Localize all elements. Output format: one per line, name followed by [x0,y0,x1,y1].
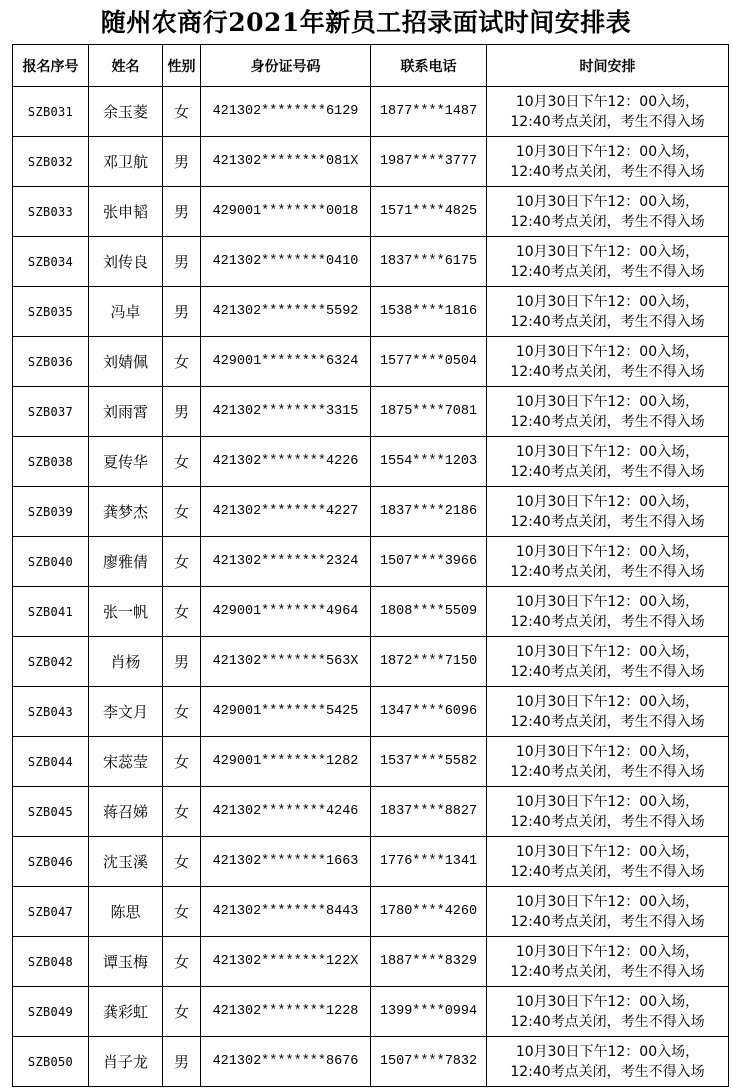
cell-schedule [487,537,729,587]
cell-id-card: 421302********081X [201,137,371,187]
cell-schedule [487,487,729,537]
cell-id-card: 421302********5592 [201,287,371,337]
table-row [13,437,729,487]
cell-reg-no: SZB049 [13,987,89,1037]
cell-name: 夏传华 [89,437,163,487]
cell-gender: 男 [163,187,201,237]
cell-reg-no: SZB039 [13,487,89,537]
table-row [13,487,729,537]
schedule-line-2: 12:40考点关闭，考生不得入场 [510,813,705,830]
schedule-line-2: 12:40考点关闭，考生不得入场 [510,513,705,530]
table-row [13,1037,729,1087]
cell-phone: 1887****8329 [371,937,487,987]
cell-schedule [487,937,729,987]
cell-reg-no: SZB035 [13,287,89,337]
cell-schedule [487,437,729,487]
cell-schedule [487,1037,729,1087]
table-row [13,187,729,237]
table-row [13,137,729,187]
cell-gender: 女 [163,537,201,587]
cell-phone: 1554****1203 [371,437,487,487]
cell-phone: 1780****4260 [371,887,487,937]
cell-gender: 男 [163,287,201,337]
cell-schedule [487,387,729,437]
table-row [13,287,729,337]
schedule-line-1: 10月30日下午12：00入场， [515,793,700,810]
schedule-line-2: 12:40考点关闭，考生不得入场 [510,563,705,580]
cell-reg-no: SZB044 [13,737,89,787]
cell-reg-no: SZB042 [13,637,89,687]
schedule-line-2: 12:40考点关闭，考生不得入场 [510,663,705,680]
cell-gender: 女 [163,887,201,937]
schedule-line-1: 10月30日下午12：00入场， [515,543,700,560]
cell-phone: 1837****2186 [371,487,487,537]
schedule-table [12,44,729,1087]
schedule-line-2: 12:40考点关闭，考生不得入场 [510,613,705,630]
schedule-line-2: 12:40考点关闭，考生不得入场 [510,913,705,930]
schedule-line-1: 10月30日下午12：00入场， [515,893,700,910]
header-id-card: 身份证号码 [201,45,371,87]
cell-reg-no: SZB040 [13,537,89,587]
cell-name: 廖雅倩 [89,537,163,587]
cell-gender: 男 [163,237,201,287]
cell-gender: 女 [163,437,201,487]
schedule-line-1: 10月30日下午12：00入场， [515,743,700,760]
cell-schedule [487,587,729,637]
schedule-line-1: 10月30日下午12：00入场， [515,693,700,710]
schedule-line-1: 10月30日下午12：00入场， [515,443,700,460]
schedule-line-1: 10月30日下午12：00入场， [515,193,700,210]
cell-gender: 女 [163,937,201,987]
cell-reg-no: SZB047 [13,887,89,937]
cell-gender: 女 [163,87,201,137]
schedule-line-2: 12:40考点关闭，考生不得入场 [510,763,705,780]
schedule-line-2: 12:40考点关闭，考生不得入场 [510,713,705,730]
cell-name: 邓卫航 [89,137,163,187]
cell-schedule [487,87,729,137]
cell-name: 余玉菱 [89,87,163,137]
schedule-line-1: 10月30日下午12：00入场， [515,393,700,410]
page-title: 随州农商行2021年新员工招录面试时间安排表 [100,8,632,37]
cell-id-card: 429001********0018 [201,187,371,237]
cell-name: 刘雨霄 [89,387,163,437]
table-row [13,787,729,837]
cell-gender: 女 [163,837,201,887]
schedule-line-2: 12:40考点关闭，考生不得入场 [510,163,705,180]
cell-phone: 1872****7150 [371,637,487,687]
schedule-line-1: 10月30日下午12：00入场， [515,243,700,260]
header-name: 姓名 [89,45,163,87]
cell-phone: 1571****4825 [371,187,487,237]
cell-id-card: 421302********2324 [201,537,371,587]
cell-reg-no: SZB048 [13,937,89,987]
cell-gender: 男 [163,637,201,687]
cell-phone: 1507****3966 [371,537,487,587]
cell-reg-no: SZB036 [13,337,89,387]
table-row [13,587,729,637]
cell-name: 龚梦杰 [89,487,163,537]
cell-phone: 1877****1487 [371,87,487,137]
cell-id-card: 421302********0410 [201,237,371,287]
cell-id-card: 429001********5425 [201,687,371,737]
cell-name: 蒋召娣 [89,787,163,837]
schedule-line-2: 12:40考点关闭，考生不得入场 [510,1063,705,1080]
cell-phone: 1507****7832 [371,1037,487,1087]
cell-id-card: 421302********3315 [201,387,371,437]
cell-gender: 女 [163,737,201,787]
cell-gender: 女 [163,487,201,537]
schedule-line-1: 10月30日下午12：00入场， [515,993,700,1010]
header-schedule: 时间安排 [487,45,729,87]
cell-schedule [487,187,729,237]
table-row [13,637,729,687]
cell-id-card: 421302********4226 [201,437,371,487]
cell-gender: 女 [163,787,201,837]
cell-reg-no: SZB045 [13,787,89,837]
schedule-line-1: 10月30日下午12：00入场， [515,1043,700,1060]
schedule-line-2: 12:40考点关闭，考生不得入场 [510,213,705,230]
cell-name: 肖杨 [89,637,163,687]
schedule-line-2: 12:40考点关闭，考生不得入场 [510,263,705,280]
schedule-line-1: 10月30日下午12：00入场， [515,493,700,510]
table-row [13,87,729,137]
cell-schedule [487,737,729,787]
schedule-line-2: 12:40考点关闭，考生不得入场 [510,113,705,130]
table-row [13,387,729,437]
table-row [13,687,729,737]
schedule-line-2: 12:40考点关闭，考生不得入场 [510,313,705,330]
cell-phone: 1538****1816 [371,287,487,337]
cell-phone: 1875****7081 [371,387,487,437]
cell-schedule [487,137,729,187]
table-row [13,237,729,287]
schedule-line-1: 10月30日下午12：00入场， [515,343,700,360]
table-row [13,837,729,887]
schedule-line-2: 12:40考点关闭，考生不得入场 [510,863,705,880]
cell-id-card: 421302********8443 [201,887,371,937]
cell-id-card: 429001********6324 [201,337,371,387]
cell-id-card: 421302********4246 [201,787,371,837]
cell-reg-no: SZB050 [13,1037,89,1087]
table-row [13,887,729,937]
cell-reg-no: SZB037 [13,387,89,437]
cell-phone: 1837****8827 [371,787,487,837]
cell-name: 刘婧佩 [89,337,163,387]
cell-id-card: 429001********4964 [201,587,371,637]
cell-schedule [487,837,729,887]
cell-gender: 男 [163,387,201,437]
table-row [13,537,729,587]
cell-gender: 男 [163,1037,201,1087]
cell-id-card: 421302********1228 [201,987,371,1037]
cell-reg-no: SZB033 [13,187,89,237]
cell-id-card: 421302********122X [201,937,371,987]
cell-id-card: 429001********1282 [201,737,371,787]
cell-reg-no: SZB032 [13,137,89,187]
cell-name: 龚彩虹 [89,987,163,1037]
schedule-line-1: 10月30日下午12：00入场， [515,293,700,310]
cell-name: 陈思 [89,887,163,937]
cell-phone: 1837****6175 [371,237,487,287]
cell-reg-no: SZB038 [13,437,89,487]
cell-phone: 1577****0504 [371,337,487,387]
schedule-line-2: 12:40考点关闭，考生不得入场 [510,1013,705,1030]
cell-schedule [487,337,729,387]
header-gender: 性别 [163,45,201,87]
cell-reg-no: SZB031 [13,87,89,137]
cell-phone: 1537****5582 [371,737,487,787]
schedule-line-1: 10月30日下午12：00入场， [515,843,700,860]
cell-name: 肖子龙 [89,1037,163,1087]
cell-schedule [487,687,729,737]
schedule-line-1: 10月30日下午12：00入场， [515,143,700,160]
cell-phone: 1776****1341 [371,837,487,887]
cell-gender: 女 [163,987,201,1037]
cell-phone: 1399****0994 [371,987,487,1037]
cell-schedule [487,237,729,287]
schedule-line-1: 10月30日下午12：00入场， [515,943,700,960]
cell-gender: 女 [163,337,201,387]
cell-reg-no: SZB046 [13,837,89,887]
schedule-line-1: 10月30日下午12：00入场， [515,593,700,610]
cell-name: 张申韬 [89,187,163,237]
cell-id-card: 421302********8676 [201,1037,371,1087]
cell-phone: 1808****5509 [371,587,487,637]
cell-id-card: 421302********4227 [201,487,371,537]
schedule-line-1: 10月30日下午12：00入场， [515,93,700,110]
cell-name: 沈玉溪 [89,837,163,887]
schedule-line-2: 12:40考点关闭，考生不得入场 [510,413,705,430]
cell-schedule [487,887,729,937]
cell-name: 冯卓 [89,287,163,337]
cell-schedule [487,637,729,687]
schedule-line-1: 10月30日下午12：00入场， [515,643,700,660]
cell-gender: 男 [163,137,201,187]
schedule-line-2: 12:40考点关闭，考生不得入场 [510,363,705,380]
cell-reg-no: SZB034 [13,237,89,287]
cell-phone: 1347****6096 [371,687,487,737]
header-row [13,45,729,87]
cell-name: 张一帆 [89,587,163,637]
cell-name: 刘传良 [89,237,163,287]
cell-gender: 女 [163,587,201,637]
cell-id-card: 421302********6129 [201,87,371,137]
cell-schedule [487,987,729,1037]
cell-phone: 1987****3777 [371,137,487,187]
cell-name: 谭玉梅 [89,937,163,987]
cell-reg-no: SZB043 [13,687,89,737]
table-row [13,737,729,787]
cell-gender: 女 [163,687,201,737]
header-reg-no: 报名序号 [13,45,89,87]
table-row [13,987,729,1037]
schedule-line-2: 12:40考点关闭，考生不得入场 [510,463,705,480]
cell-id-card: 421302********563X [201,637,371,687]
cell-schedule [487,787,729,837]
cell-id-card: 421302********1663 [201,837,371,887]
cell-schedule [487,287,729,337]
table-row [13,937,729,987]
cell-reg-no: SZB041 [13,587,89,637]
schedule-line-2: 12:40考点关闭，考生不得入场 [510,963,705,980]
header-phone: 联系电话 [371,45,487,87]
table-row [13,337,729,387]
cell-name: 宋蕊莹 [89,737,163,787]
cell-name: 李文月 [89,687,163,737]
